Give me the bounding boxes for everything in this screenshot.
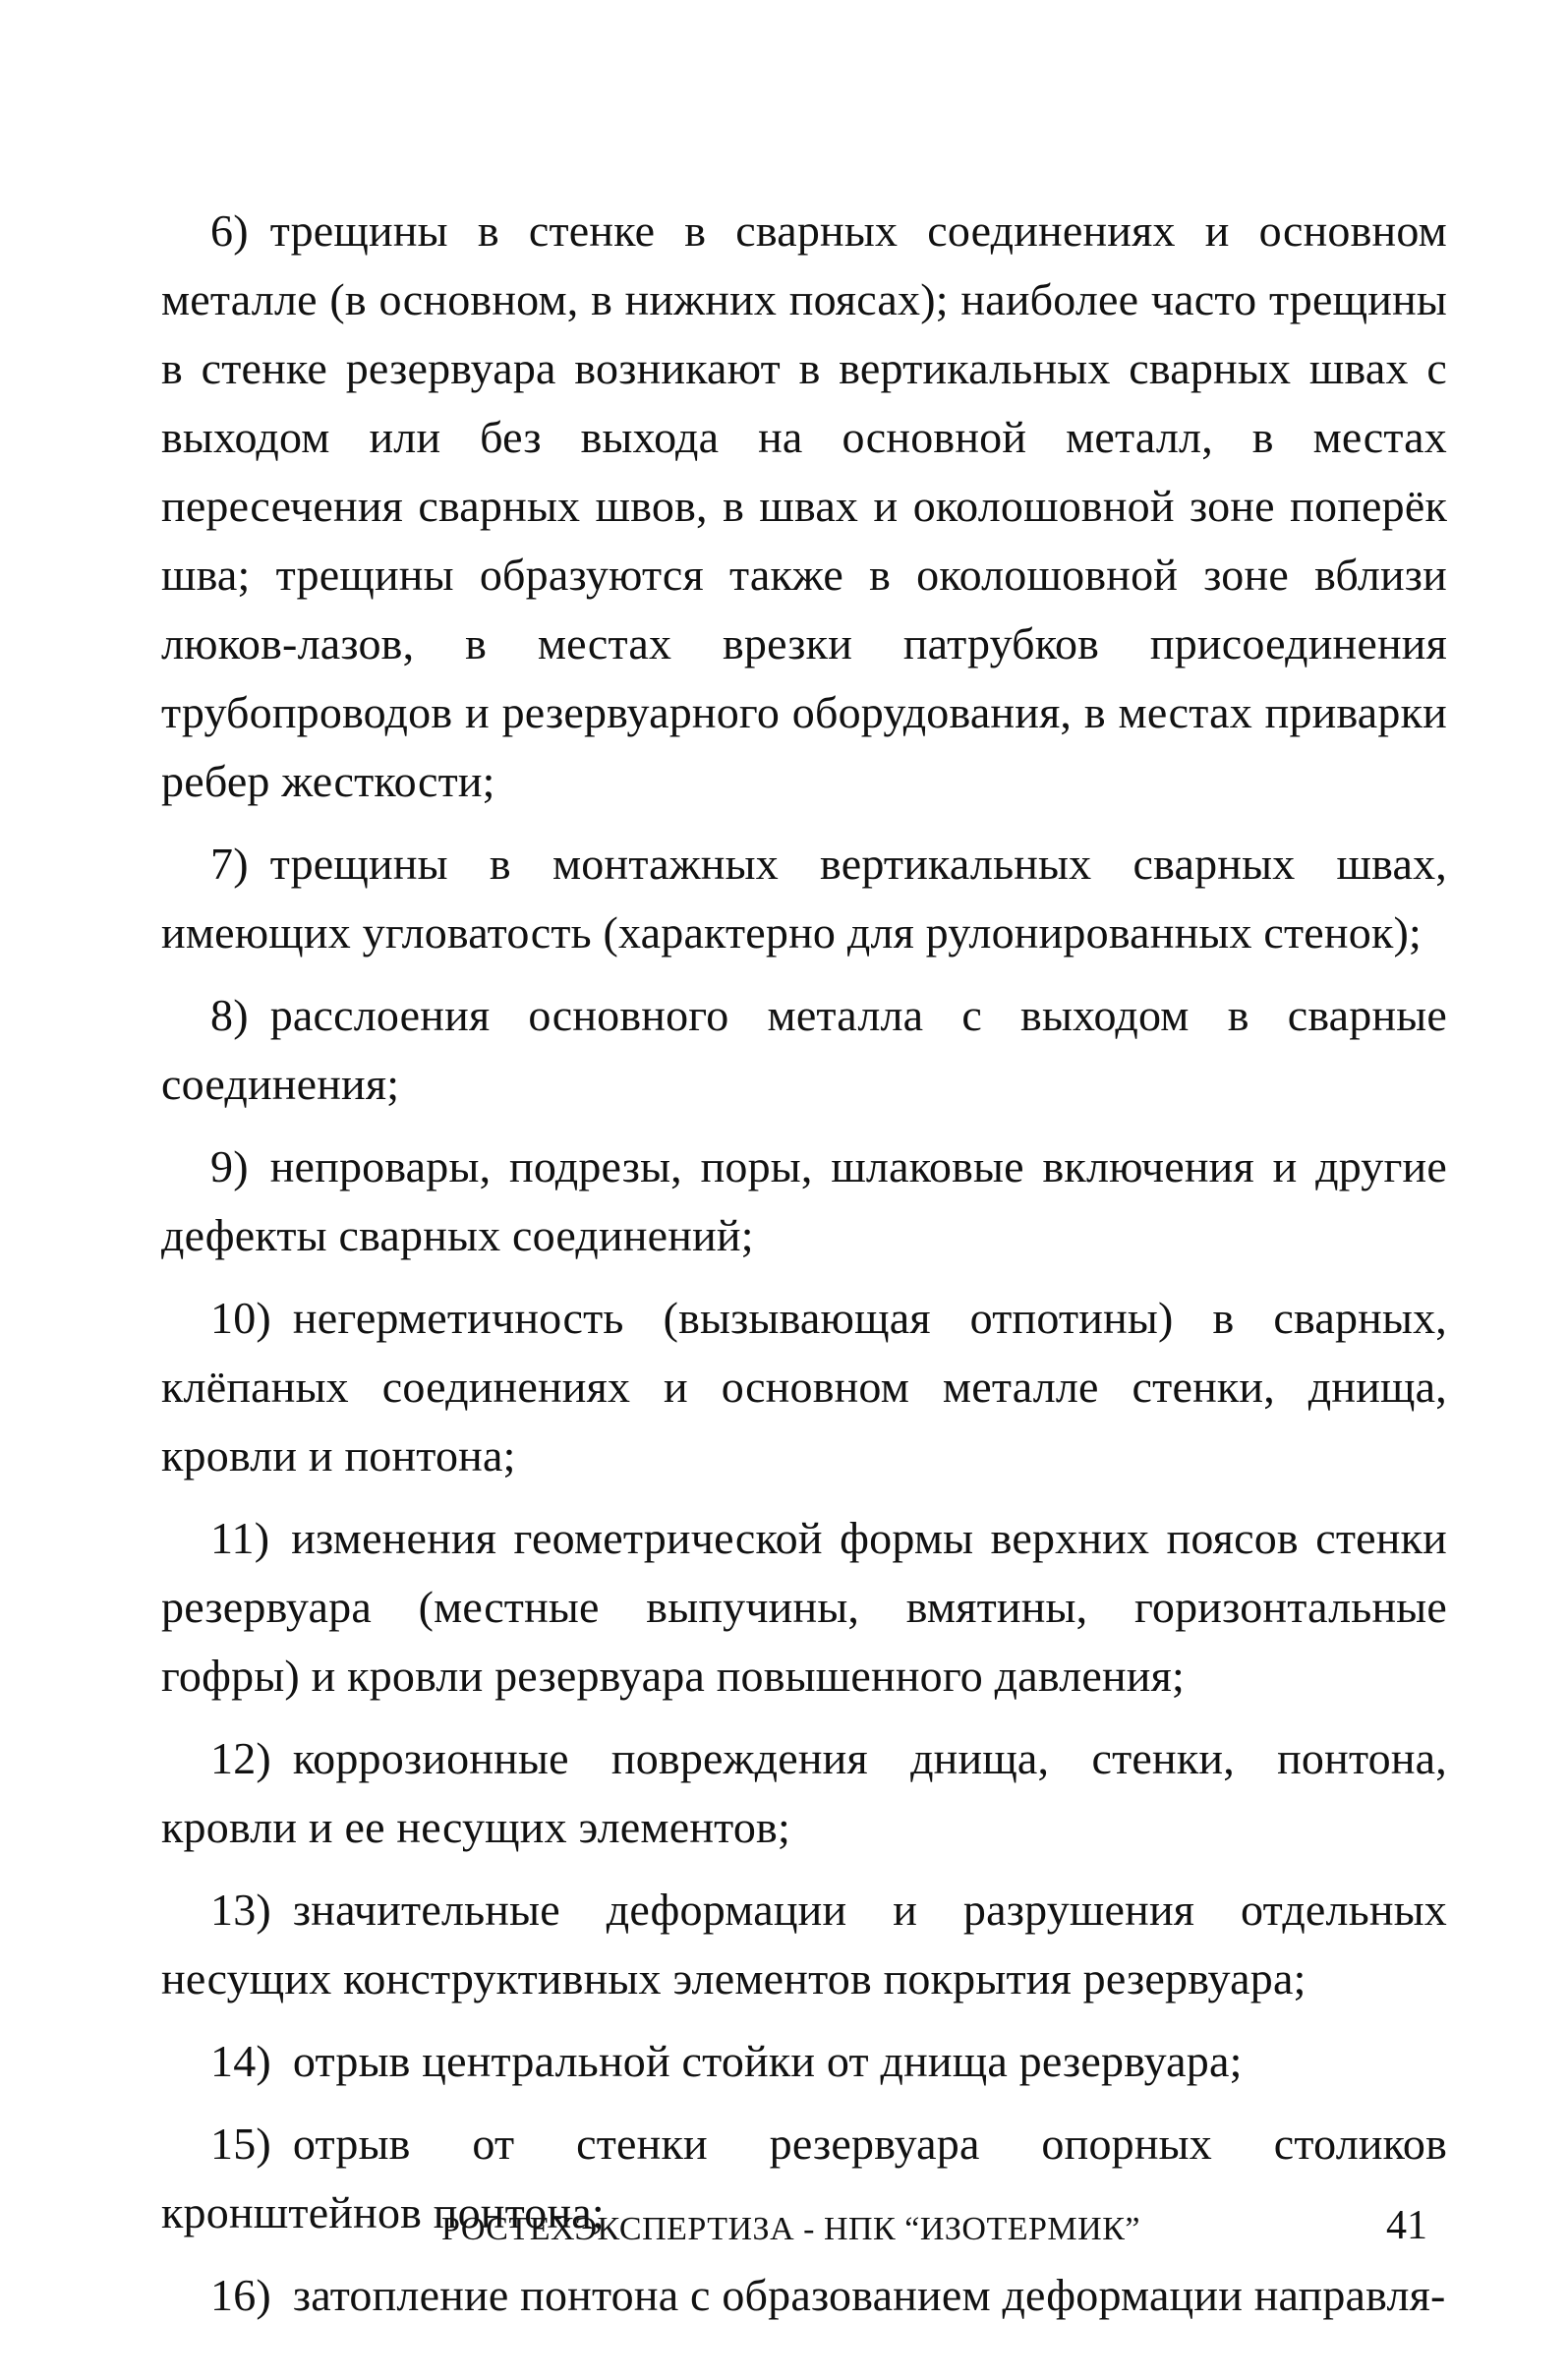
list-item-8 [161, 981, 1447, 1119]
list-item-number: 14) [210, 2036, 271, 2086]
footer-organization: РОСТЕХЭКСПЕРТИЗА - НПК “ИЗОТЕРМИК” [441, 2211, 1140, 2247]
list-item-text: затопление понтона с образованием деформации направля- [292, 2270, 1446, 2320]
list-item-number: 11) [210, 1513, 270, 1563]
document-body [161, 197, 1447, 2344]
list-item-text: негерметичность (вызывающая отпотины) в сварных, клёпаных соединениях и основном металле стенки, днища, кровли и понтона; [161, 1293, 1447, 1480]
list-item-text: расслоения основного металла с выходом в сварные соединения; [161, 990, 1447, 1109]
list-item-6 [161, 197, 1447, 816]
list-item-text: трещины в монтажных вертикальных сварных швах, имеющих угловатость (характерно для рулонированных стенок); [161, 839, 1447, 958]
list-item-16 [161, 2261, 1447, 2330]
list-item-text: значительные деформации и разрушения отдельных несущих конструктивных элементов покрытия резервуара; [161, 1885, 1447, 2003]
list-item-number: 10) [210, 1293, 271, 1343]
list-item-9 [161, 1132, 1447, 1270]
list-item-number: 15) [210, 2119, 271, 2169]
list-item-13 [161, 1876, 1447, 2013]
list-item-12 [161, 1724, 1447, 1862]
list-item-number: 8) [210, 990, 249, 1040]
list-item-number: 6) [210, 205, 249, 256]
list-item-text: трещины в стенке в сварных соединениях и основном металле (в основном, в нижних поясах); наиболее часто трещины в стенке резервуара возникают в вертикальных сварных швах с выходом или без выхода на основной металл, в местах пересечения сварных швов, в швах и околошовной зоне поперёк шва; трещины образуются также в околошовной зоне вблизи люков-лазов, в местах врезки патрубков присоединения трубопроводов и резервуарного оборудования, в местах приварки ребер жесткости; [161, 205, 1447, 806]
list-item-number: 12) [210, 1733, 271, 1783]
list-item-text: отрыв центральной стойки от днища резервуара; [292, 2036, 1243, 2086]
list-item-number: 16) [210, 2270, 271, 2320]
list-item-text: отрыв от стенки резервуара опорных столиков кронштейнов понтона; [161, 2119, 1447, 2237]
list-item-number: 9) [210, 1141, 249, 1191]
page-number: 41 [1386, 2203, 1427, 2248]
list-item-number: 7) [210, 839, 249, 889]
list-item-7 [161, 830, 1447, 967]
list-item-text: непровары, подрезы, поры, шлаковые включения и другие дефекты сварных соединений; [161, 1141, 1447, 1260]
list-item-14 [161, 2027, 1447, 2096]
page-footer [161, 2200, 1447, 2259]
list-item-text: изменения геометрической формы верхних поясов стенки резервуара (местные выпучины, вмятины, горизонтальные гофры) и кровли резервуара повышенного давления; [161, 1513, 1447, 1701]
list-item-number: 13) [210, 1885, 271, 1935]
list-item-11 [161, 1504, 1447, 1711]
list-item-text: коррозионные повреждения днища, стенки, понтона, кровли и ее несущих элементов; [161, 1733, 1447, 1852]
list-item-10 [161, 1284, 1447, 1490]
